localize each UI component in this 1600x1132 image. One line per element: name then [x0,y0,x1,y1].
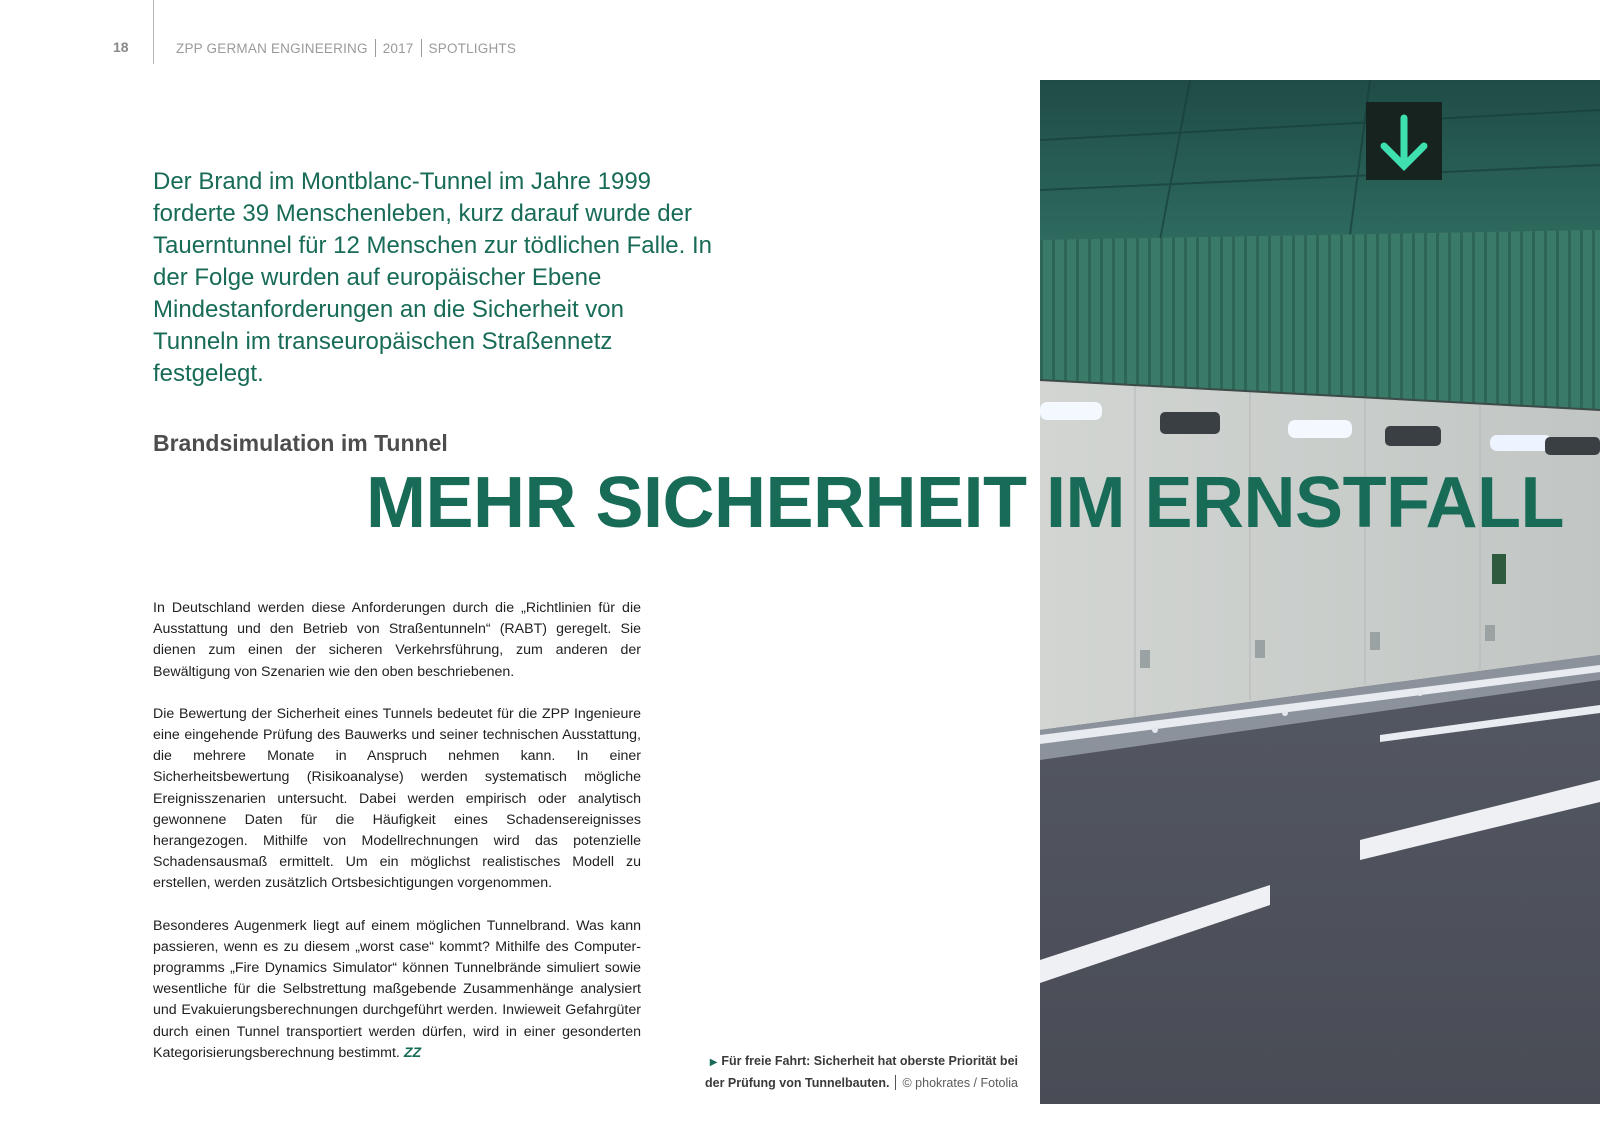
caption-text: Für freie Fahrt: Sicherheit hat oberste Priorität bei der Prüfung von Tunnelbauten. [704,1054,1018,1090]
end-mark: ZZ [403,1044,422,1061]
tunnel-illustration [1040,80,1600,1104]
running-head-separator [421,39,422,57]
photo-caption [690,1051,1018,1093]
caption-separator [895,1075,896,1090]
publication-name: ZPP GERMAN ENGINEERING [176,41,368,56]
page-header [0,0,1000,70]
body-paragraph: In Deutschland werden diese Anforderungen durch die „Richtlinien für die Ausstattung und den Betrieb von Straßentunneln“ (RABT) geregelt. Sie dienen zum einen der sicheren Verkehrsführung, zum anderen der Bewältigung von Szenarien wie den oben beschriebenen. [153,600,641,680]
article-subheading: Brandsimulation im Tunnel [153,430,448,456]
body-paragraph-text: Besonderes Augenmerk liegt auf einem möglichen Tunnelbrand. Was kann passieren, wenn es zu diesem „worst case“ kommt? Mithilfe des Computerprogramms „Fire Dynamics Simulator“ können Tunnelbrände simuliert sowie wesentliche für die Selbstrettung maßgebende Zusammenhänge analysiert und Evakuierungsberechnungen durchgeführt werden. Inwieweit Gefahrgüter durch einen Tunnel transportiert werden dürfen, wird in einer gesonderten Kategorisierungsberechnung bestimmt. [153,917,641,1061]
body-paragraph-last [153,916,641,1064]
tunnel-photo [1040,80,1600,1104]
running-head-separator [375,39,376,57]
publication-year: 2017 [382,41,414,56]
article-body [153,598,641,1085]
photo-credit: © phokrates / Fotolia [902,1076,1018,1090]
section-name: SPOTLIGHTS [428,41,517,56]
intro-text: Der Brand im Montblanc-Tunnel im Jahre 1999 forderte 39 Menschenleben, kurz darauf wurde der Tauerntunnel für 12 Menschen zur tödlichen Falle. In der Folge wurden auf europäischer Ebene Mindestanforderungen an die Sicherheit von Tunneln im transeuropäischen Straßennetz festgelegt. [153,168,712,387]
header-divider [153,0,154,64]
body-paragraph: Die Bewertung der Sicherheit eines Tunnels bedeutet für die ZPP Ingenieure eine eingehende Prüfung des Bauwerks und seiner technischen Ausstattung, die mehrere Monate in Anspruch nehmen kann. In einer Sicherheitsbewertung (Risikoanalyse) werden systematisch mögliche Ereignisszenarien untersucht. Dabei werden empirisch oder analytisch gewonnene Daten für die Häufigkeit eines Schadensereignisses herangezogen. Mithilfe von Modellrechnungen wird das potenzielle Schadensausmaß ermittelt. Um ein möglichst realistisches Modell zu erstellen, werden zusätzlich Ortsbesichtigungen vorgenommen. [153,705,641,892]
running-head [176,39,516,57]
page-number: 18 [113,39,129,55]
article-headline: MEHR SICHERHEIT IM ERNSTFALL [366,463,1565,543]
caption-arrow-icon: ▶ [709,1057,718,1068]
